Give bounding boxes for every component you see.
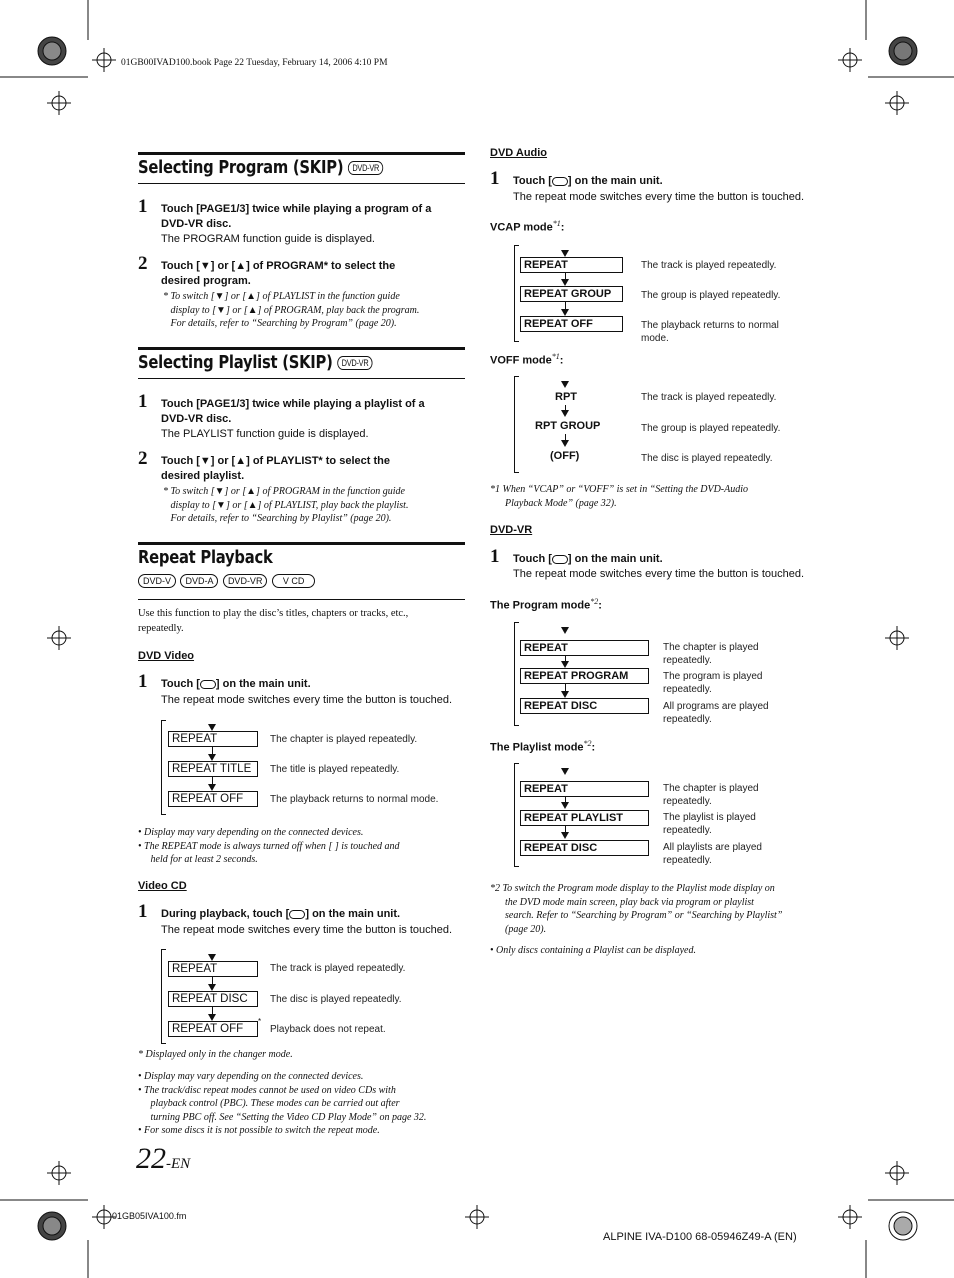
- step-description: The repeat mode switches every time the button is touched.: [161, 924, 453, 936]
- flow-bracket: [161, 949, 166, 1044]
- mode-description: The title is played repeatedly.: [270, 764, 400, 775]
- mode-box: REPEAT PLAYLIST: [520, 810, 649, 826]
- flow-bracket: [514, 763, 519, 867]
- mode-description: All programs are played repeatedly.: [663, 701, 769, 725]
- arrow-down-icon: [208, 784, 216, 791]
- arrow-down-icon: [561, 250, 569, 257]
- note: • Only discs containing a Playlist can be displayed.: [490, 945, 696, 956]
- subheading: DVD Audio: [490, 147, 548, 159]
- note: * Displayed only in the changer mode.: [138, 1049, 293, 1060]
- mode-box: REPEAT OFF: [520, 316, 623, 332]
- mode-description: The group is played repeatedly.: [641, 290, 781, 301]
- arrow-down-icon: [208, 1014, 216, 1021]
- step-number: 2: [138, 253, 148, 274]
- badge-dvd-vr: DVD-VR: [338, 356, 373, 370]
- step-description: The repeat mode switches every time the button is touched.: [161, 694, 453, 706]
- arrow-down-icon: [561, 661, 569, 668]
- mode-label: The Playlist mode$^{*2}$:: [490, 739, 596, 754]
- footnote-star: *: [258, 1017, 262, 1026]
- footer-model: ALPINE IVA-D100 68-05946Z49-A (EN): [603, 1231, 797, 1243]
- footer-file: 01GB05IVA100.fm: [112, 1211, 187, 1221]
- intro-text: Use this function to play the disc’s titles, chapters or tracks, etc., repeatedly.: [138, 608, 409, 634]
- repeat-button-icon: [552, 177, 568, 186]
- step-number: 1: [138, 196, 148, 217]
- page-header: 01GB00IVAD100.book Page 22 Tuesday, February 14, 2006 4:10 PM: [121, 58, 388, 68]
- arrow-down-icon: [208, 954, 216, 961]
- mode-box: REPEAT: [520, 781, 649, 797]
- footnote: *2 To switch the Program mode display to the Playlist mode display on the DVD mode main screen, play back via program or playlist search. Refer to “Searching by Program” or “Searching by Playlist” (page 20).: [490, 883, 783, 935]
- page-number: 22-EN: [136, 1142, 191, 1175]
- mode-text: RPT GROUP: [535, 420, 601, 432]
- flow-bracket: [514, 376, 519, 473]
- step-number: 1: [490, 546, 500, 567]
- step-text: During playback, touch [ ] on the main unit.: [161, 908, 401, 920]
- mode-description: The chapter is played repeatedly.: [663, 642, 759, 666]
- repeat-button-icon: [289, 910, 305, 919]
- mode-description: The track is played repeatedly.: [270, 963, 406, 974]
- mode-label: VCAP mode$^{*1}$:: [490, 219, 565, 234]
- badge-vcd: V CD: [272, 574, 316, 588]
- step-text: Touch [PAGE1/3] twice while playing a playlist of a DVD-VR disc.: [161, 398, 425, 425]
- badge-dvd-vr: DVD-VR: [348, 161, 383, 175]
- subheading: DVD Video: [138, 650, 195, 662]
- arrow-down-icon: [561, 309, 569, 316]
- subheading: Video CD: [138, 880, 187, 892]
- mode-description: The track is played repeatedly.: [641, 392, 777, 403]
- mode-description: Playback does not repeat.: [270, 1024, 386, 1035]
- mode-description: The track is played repeatedly.: [641, 260, 777, 271]
- mode-description: The disc is played repeatedly.: [270, 994, 402, 1005]
- badge-dvd-a: DVD-A: [180, 574, 218, 588]
- mode-description: The playlist is played repeatedly.: [663, 812, 756, 836]
- badge-dvd-v: DVD-V: [138, 574, 176, 588]
- mode-description: The program is played repeatedly.: [663, 671, 763, 695]
- step-description: The PROGRAM function guide is displayed.: [161, 233, 375, 245]
- mode-box: REPEAT: [168, 961, 258, 977]
- mode-description: The playback returns to normal mode.: [270, 794, 439, 805]
- mode-box: REPEAT TITLE: [168, 761, 258, 777]
- mode-description: The chapter is played repeatedly.: [270, 734, 418, 745]
- step-text: Touch [ ] on the main unit.: [161, 678, 311, 690]
- step-description: The repeat mode switches every time the button is touched.: [513, 191, 805, 203]
- step-text: Touch [ ] on the main unit.: [513, 175, 663, 187]
- badge-dvd-vr: DVD-VR: [223, 574, 268, 588]
- flow-line: [565, 684, 566, 691]
- arrow-down-icon: [208, 724, 216, 731]
- section-title: Repeat Playback: [138, 547, 273, 568]
- note: • Display may vary depending on the connected devices. • The track/disc repeat modes cannot be used on video CDs with playback control (PBC). These modes can be carried out after turning PBC off. See “Setting the Video CD Play Mode” on page 32. • For some discs it is not possible to switch the repeat mode.: [138, 1071, 427, 1136]
- mode-description: The disc is played repeatedly.: [641, 453, 773, 464]
- mode-box: REPEAT OFF: [168, 1021, 258, 1037]
- mode-box: REPEAT DISC: [520, 840, 649, 856]
- section-playlist: [138, 347, 465, 379]
- mode-description: All playlists are played repeatedly.: [663, 842, 762, 866]
- note: • Display may vary depending on the connected devices. • The REPEAT mode is always turned off when [ ] is touched and held for at least 2 seconds.: [138, 827, 400, 865]
- note: * To switch [▼] or [▲] of PROGRAM in the function guide display to [▼] or [▲] of PLAYLIST, play back the playlist. For details, refer to “Searching by Playlist” (page 20).: [163, 486, 409, 524]
- arrow-down-icon: [561, 279, 569, 286]
- repeat-button-icon: [200, 680, 216, 689]
- section-program: [138, 152, 465, 184]
- flow-bracket: [514, 622, 519, 726]
- step-text: Touch [▼] or [▲] of PROGRAM* to select the desired program.: [161, 260, 396, 287]
- step-text: Touch [ ] on the main unit.: [513, 553, 663, 565]
- step-number: 1: [138, 671, 148, 692]
- flow-line: [212, 1007, 213, 1014]
- mode-box: REPEAT DISC: [520, 698, 649, 714]
- step-number: 1: [490, 168, 500, 189]
- mode-text: (OFF): [550, 450, 580, 462]
- section-repeat: [138, 542, 465, 600]
- step-description: The repeat mode switches every time the button is touched.: [513, 568, 805, 580]
- repeat-button-icon: [552, 555, 568, 564]
- step-number: 1: [138, 391, 148, 412]
- subheading: DVD-VR: [490, 524, 533, 536]
- flow-line: [212, 977, 213, 984]
- mode-description: The group is played repeatedly.: [641, 423, 781, 434]
- mode-label: The Program mode$^{*2}$:: [490, 597, 602, 612]
- arrow-down-icon: [561, 440, 569, 447]
- step-number: 2: [138, 448, 148, 469]
- mode-box: REPEAT OFF: [168, 791, 258, 807]
- arrow-down-icon: [208, 754, 216, 761]
- step-text: Touch [PAGE1/3] twice while playing a program of a DVD-VR disc.: [161, 203, 432, 230]
- mode-label: VOFF mode$^{*1}$:: [490, 352, 564, 367]
- flow-bracket: [161, 720, 166, 815]
- mode-description: The chapter is played repeatedly.: [663, 783, 759, 807]
- mode-box: REPEAT GROUP: [520, 286, 623, 302]
- note: * To switch [▼] or [▲] of PLAYLIST in the function guide display to [▼] or [▲] of PROGRAM, play back the program. For details, refer to “Searching by Program” (page 20).: [163, 291, 420, 329]
- mode-box: REPEAT: [520, 257, 623, 273]
- mode-description: The playback returns to normal mode.: [641, 320, 779, 344]
- mode-box: REPEAT DISC: [168, 991, 258, 1007]
- footnote: *1 When “VCAP” or “VOFF” is set in “Setting the DVD-Audio Playback Mode” (page 32).: [490, 484, 749, 509]
- arrow-down-icon: [208, 984, 216, 991]
- mode-box: REPEAT PROGRAM: [520, 668, 649, 684]
- step-number: 1: [138, 901, 148, 922]
- step-description: The PLAYLIST function guide is displayed.: [161, 428, 369, 440]
- section-title: Selecting Playlist (SKIP): [138, 352, 333, 373]
- step-text: Touch [▼] or [▲] of PLAYLIST* to select the desired playlist.: [161, 455, 390, 482]
- mode-box: REPEAT: [168, 731, 258, 747]
- mode-box: REPEAT: [520, 640, 649, 656]
- mode-text: RPT: [555, 391, 577, 403]
- arrow-down-icon: [561, 832, 569, 839]
- arrow-down-icon: [561, 381, 569, 388]
- arrow-down-icon: [561, 768, 569, 775]
- arrow-down-icon: [561, 627, 569, 634]
- flow-line: [212, 777, 213, 784]
- arrow-down-icon: [561, 802, 569, 809]
- flow-bracket: [514, 245, 519, 342]
- section-title: Selecting Program (SKIP): [138, 157, 344, 178]
- flow-line: [212, 747, 213, 754]
- arrow-down-icon: [561, 691, 569, 698]
- flow-line: [565, 302, 566, 309]
- arrow-down-icon: [561, 410, 569, 417]
